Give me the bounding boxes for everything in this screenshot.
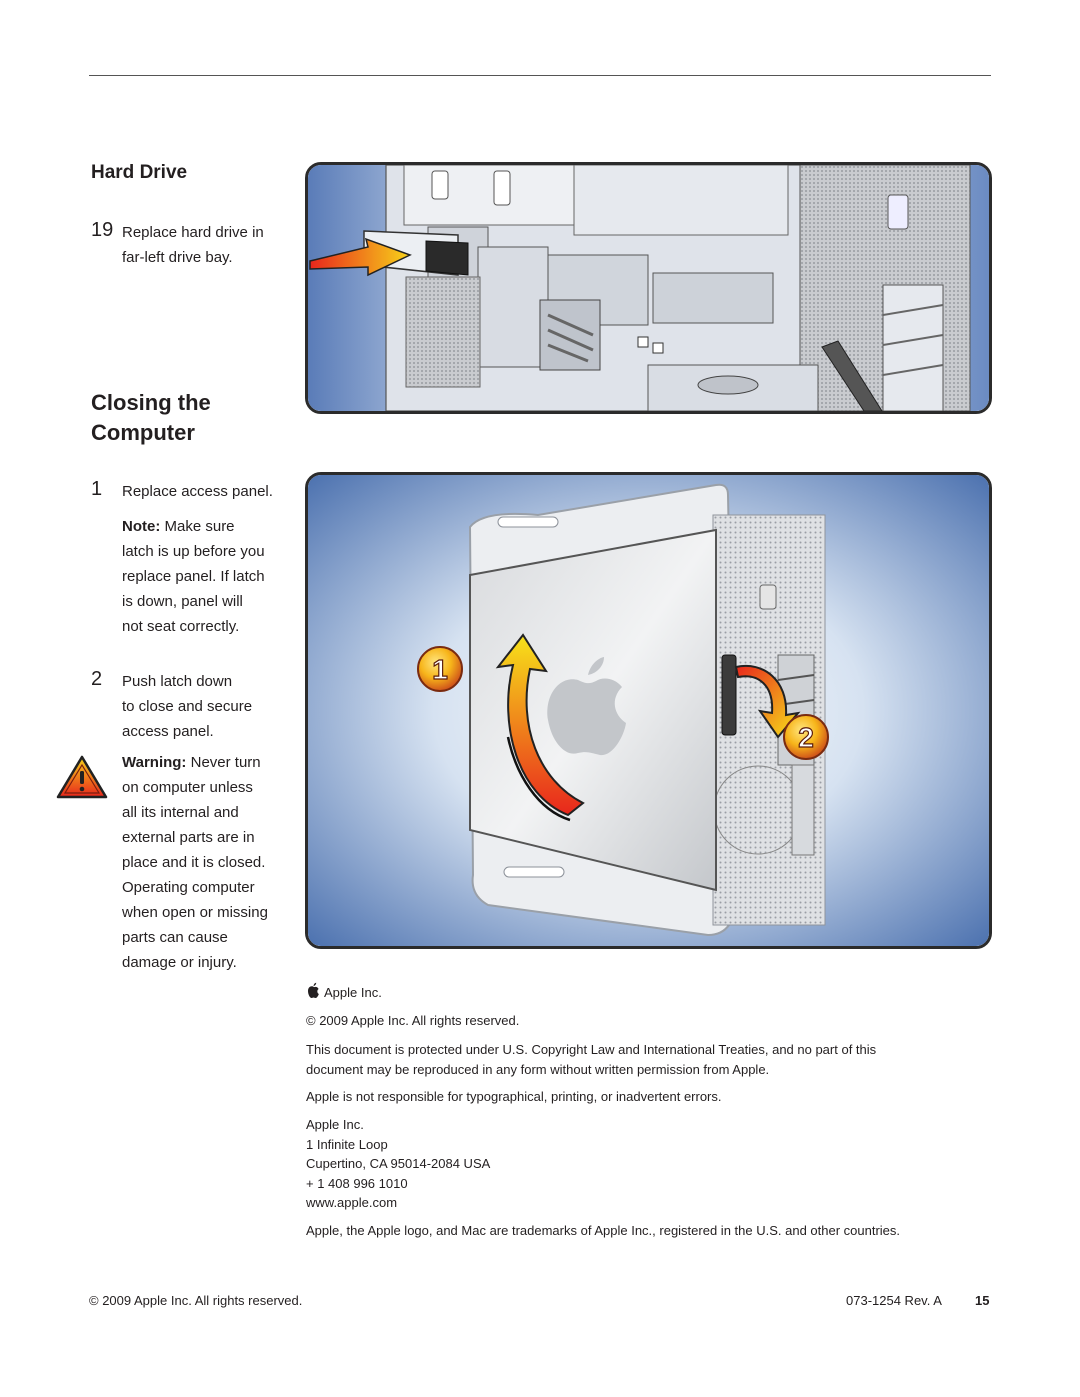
legal-trademark: Apple, the Apple logo, and Mac are trademarks of Apple Inc., registered in the U.S. and other countries. (306, 1223, 901, 1238)
section-heading-hard-drive: Hard Drive (91, 162, 188, 183)
closing-computer-illustration (308, 475, 989, 946)
legal-address: Apple Inc. 1 Infinite Loop Cupertino, CA 95014-2084 USA + 1 408 996 1010 www.apple.com (306, 1115, 490, 1213)
page-number: 15 (975, 1293, 990, 1308)
callout-2: 2 (798, 722, 814, 753)
figure-closing-computer (305, 472, 992, 949)
step-19-text: Replace hard drive in far-left drive bay. (122, 224, 264, 266)
step-2-text: Push latch down to close and secure access panel. (122, 673, 253, 740)
step-number-19: 19 (91, 219, 114, 241)
legal-responsibility: Apple is not responsible for typographical, printing, or inadvertent errors. (306, 1089, 722, 1104)
note-label: Note: (122, 518, 161, 535)
website-link[interactable]: www.apple.com (306, 1195, 398, 1210)
footer-copyright: © 2009 Apple Inc. All rights reserved. (89, 1293, 303, 1308)
section-heading-closing: Closing the Computer (91, 390, 211, 445)
hard-drive-illustration (308, 165, 989, 411)
warning-label: Warning: (122, 754, 187, 771)
legal-company: Apple Inc. (324, 985, 382, 1000)
callout-1: 1 (432, 654, 448, 685)
step-number-1: 1 (91, 478, 103, 500)
apple-logo-icon (306, 982, 320, 999)
step-number-2: 2 (91, 668, 103, 690)
top-rule (89, 75, 991, 76)
warning-text: Warning: Never turn on computer unless all its internal and external parts are in place and it is closed. Operating computer when open or missing parts can cause damage or injury. (122, 754, 268, 971)
step-1-text: Replace access panel. (122, 483, 273, 500)
footer-doc-number: 073-1254 Rev. A (846, 1293, 942, 1308)
step-1-note: Note: Make sure latch is up before you replace panel. If latch is down, panel will not seat correctly. (122, 518, 265, 635)
warning-icon (56, 754, 108, 800)
legal-copyright: © 2009 Apple Inc. All rights reserved. (306, 1013, 520, 1028)
legal-protection: This document is protected under U.S. Copyright Law and International Treaties, and no part of this document may be reproduced in any form without written permission from Apple. (306, 1042, 877, 1077)
figure-hard-drive (305, 162, 992, 414)
